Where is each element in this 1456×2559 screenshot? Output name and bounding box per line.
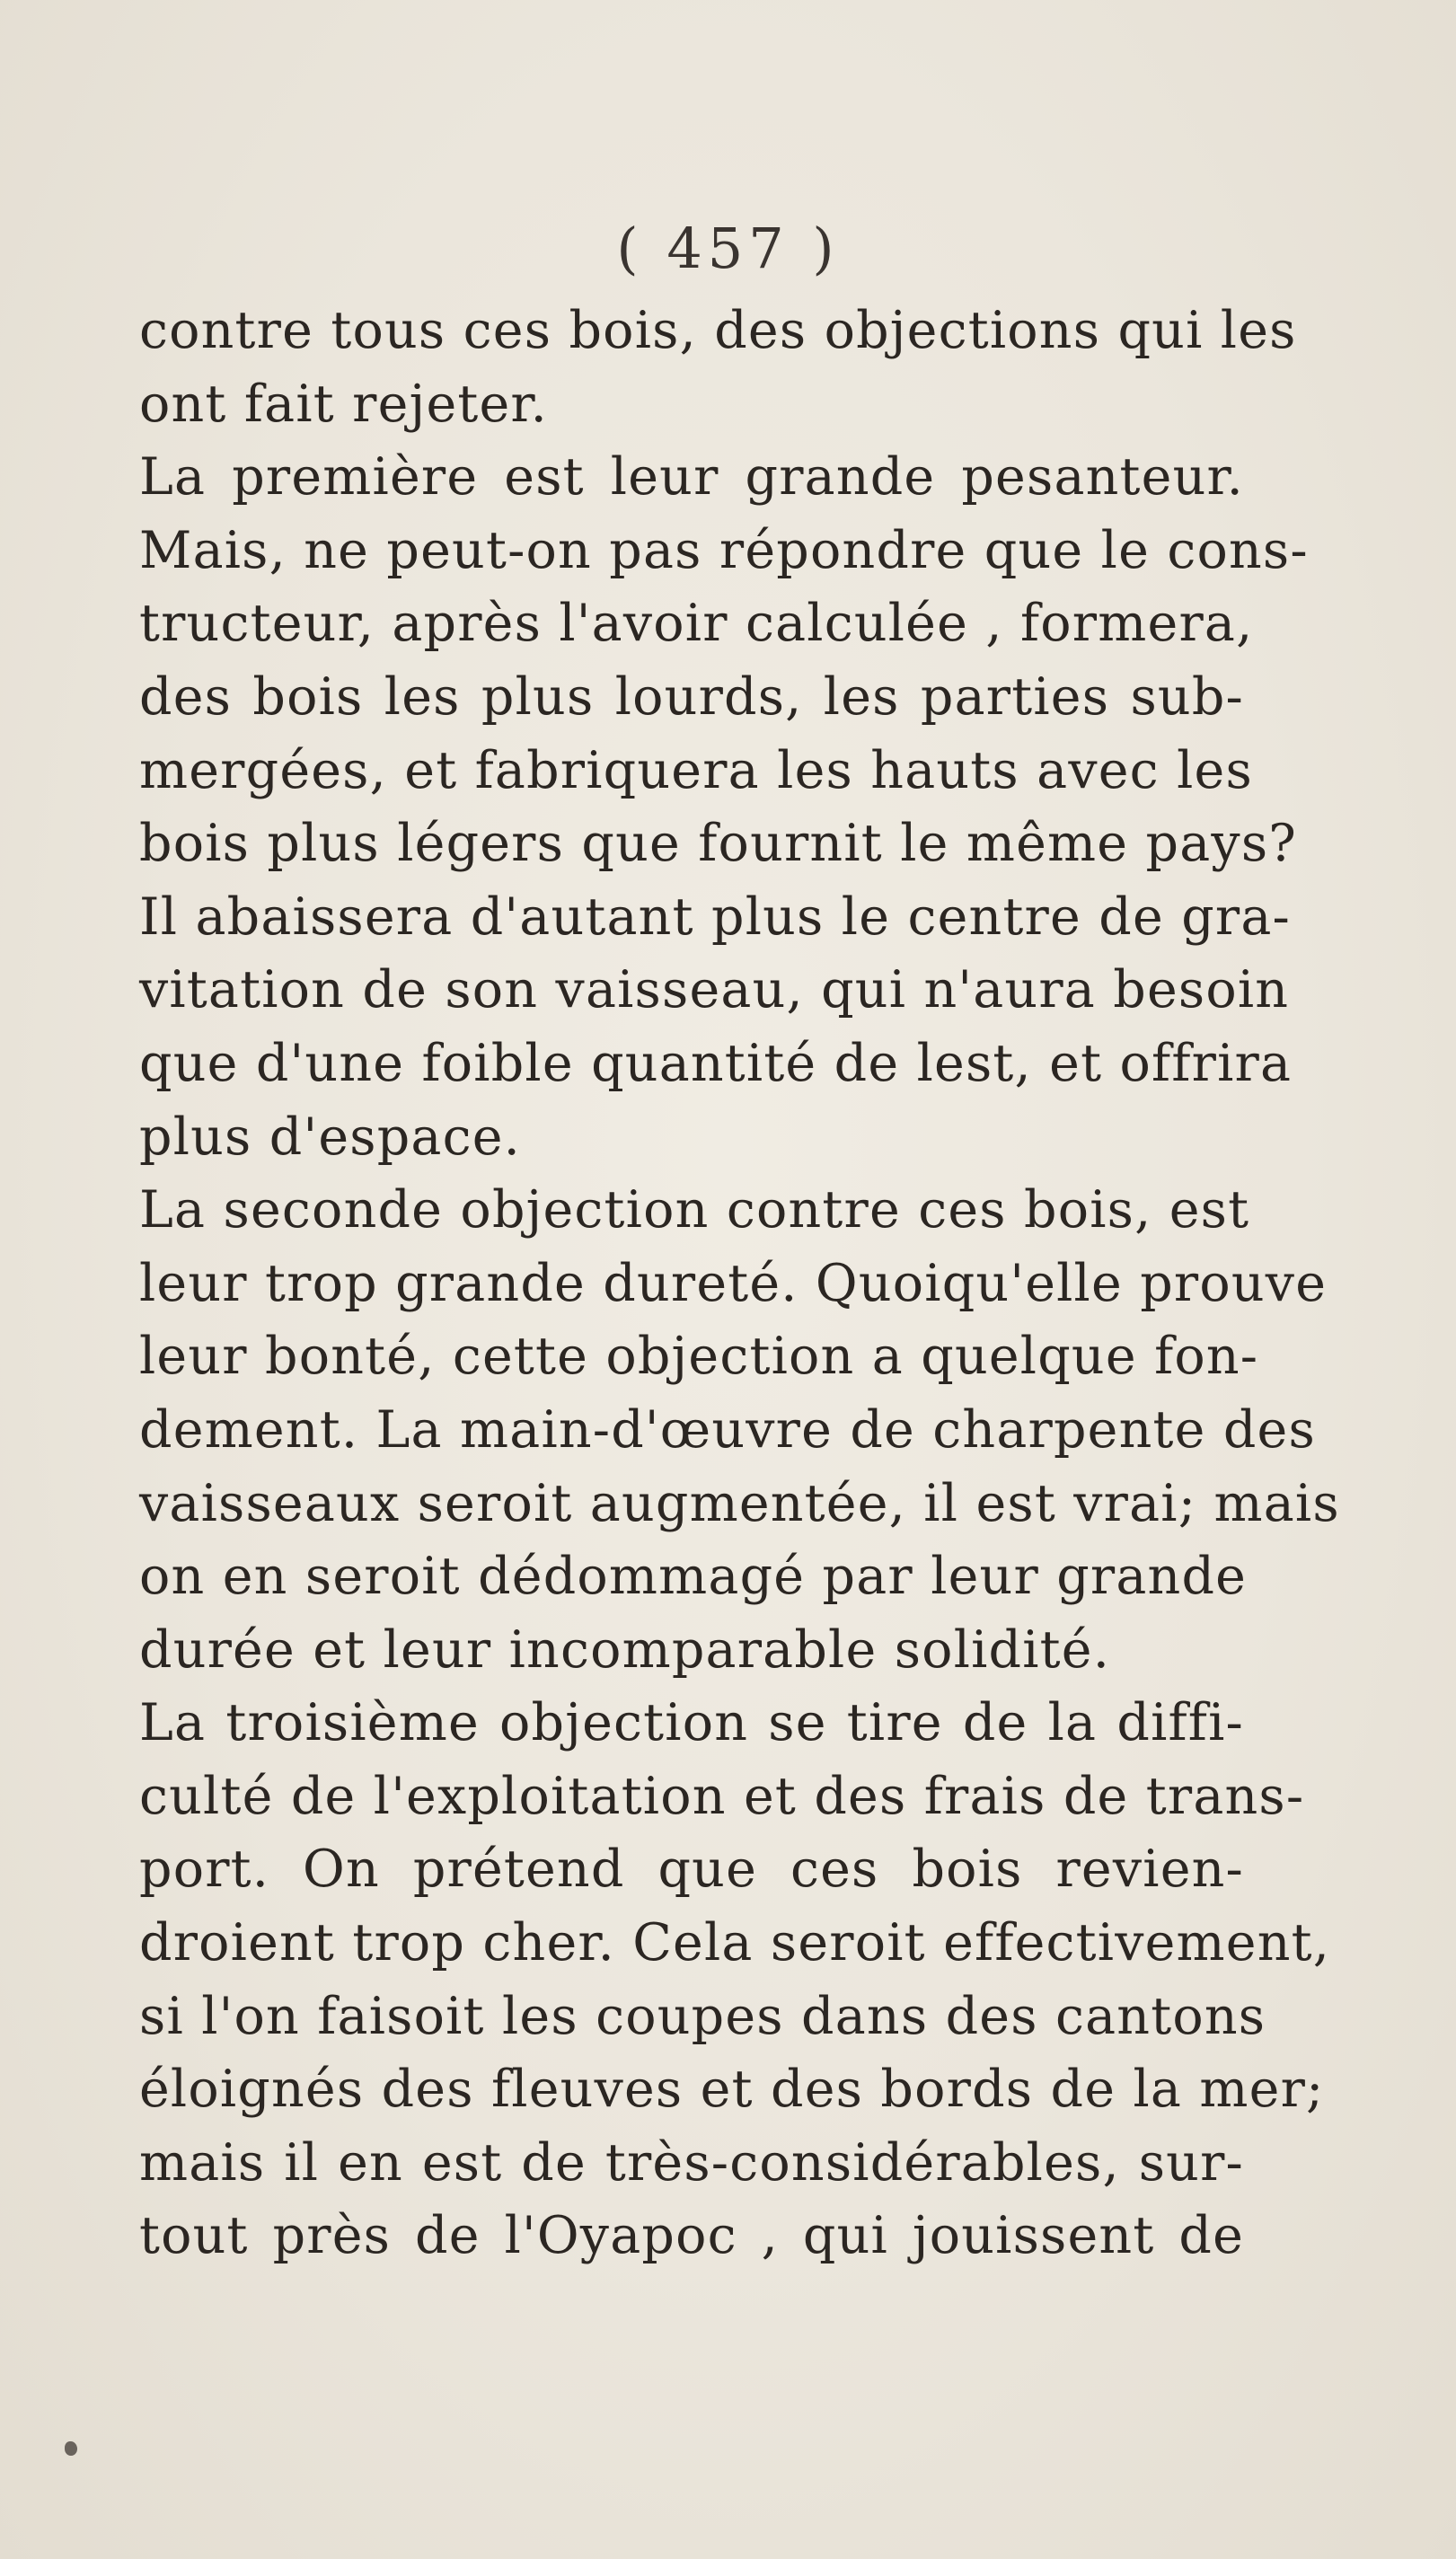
- text-line: si l'on faisoit les coupes dans des cantons: [139, 1986, 1266, 2046]
- text-line: La première est leur grande pesanteur.: [139, 447, 1244, 507]
- text-line: leur trop grande dureté. Quoiqu'elle prouve: [139, 1253, 1328, 1313]
- text-line: vitation de son vaisseau, qui n'aura besoin: [139, 960, 1290, 1020]
- text-line: Il abaissera d'autant plus le centre de gra-: [139, 887, 1291, 947]
- text-line: droient trop cher. Cela seroit effectivement,: [139, 1913, 1331, 1973]
- text-line: bois plus légers que fournit le même pays?: [139, 814, 1298, 874]
- text-line: des bois les plus lourds, les parties sub-: [139, 666, 1244, 727]
- text-line: Mais, ne peut-on pas répondre que le cons-: [139, 520, 1309, 580]
- ink-speck: [65, 2441, 77, 2456]
- text-line: port. On prétend que ces bois revien-: [139, 1840, 1244, 1900]
- text-line: ont fait rejeter.: [139, 374, 548, 434]
- text-line: durée et leur incomparable solidité.: [139, 1619, 1111, 1680]
- text-line: contre tous ces bois, des objections qui les: [139, 301, 1297, 360]
- text-line: tructeur, après l'avoir calculée , formera,: [139, 594, 1254, 654]
- text-line: mais il en est de très-considérables, sur-: [139, 2132, 1244, 2193]
- page-number-header: ( 457 ): [616, 216, 840, 281]
- text-line: mergées, et fabriquera les hauts avec les: [139, 740, 1253, 800]
- text-line: La troisième objection se tire de la diffi-: [139, 1693, 1244, 1753]
- text-line: La seconde objection contre ces bois, est: [139, 1180, 1250, 1240]
- text-line: dement. La main-d'œuvre de charpente des: [139, 1399, 1316, 1460]
- body-text: [139, 295, 1340, 2273]
- text-line: éloignés des fleuves et des bords de la mer;: [139, 2060, 1325, 2120]
- text-line: que d'une foible quantité de lest, et offrira: [139, 1033, 1293, 1093]
- text-line: culté de l'exploitation et des frais de trans-: [139, 1766, 1305, 1826]
- text-line: plus d'espace.: [139, 1107, 521, 1167]
- text-line: tout près de l'Oyapoc , qui jouissent de: [139, 2206, 1244, 2266]
- text-line: on en seroit dédommagé par leur grande: [139, 1547, 1248, 1607]
- text-line: vaisseaux seroit augmentée, il est vrai; mais: [139, 1473, 1340, 1533]
- text-line: leur bonté, cette objection a quelque fon-: [139, 1327, 1259, 1387]
